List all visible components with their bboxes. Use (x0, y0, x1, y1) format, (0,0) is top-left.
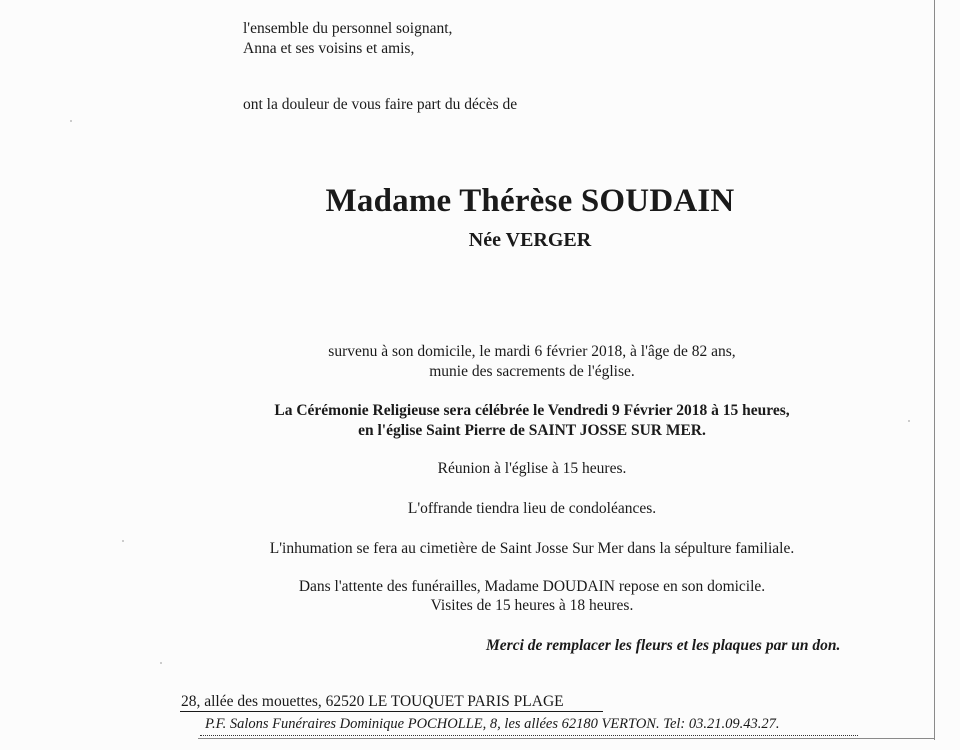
burial-note: L'inhumation se fera au cimetière de Saint Josse Sur Mer dans la sépulture familiale. (269, 540, 795, 557)
header-line-2: Anna et ses voisins et amis, (243, 40, 415, 57)
death-details-line-1: survenu à son domicile, le mardi 6 février 2018, à l'âge de 82 ans, (328, 343, 736, 360)
maiden-name: Née VERGER (468, 229, 592, 251)
header-line-1: l'ensemble du personnel soignant, (243, 20, 453, 37)
address-underline (180, 711, 603, 712)
scan-speck (160, 662, 162, 664)
rest-line-2: Visites de 15 heures à 18 heures. (430, 597, 634, 614)
funeral-home-info: P.F. Salons Funéraires Dominique POCHOLLE, 8, les allées 62180 VERTON. Tel: 03.21.09.43.27. (205, 716, 780, 732)
ceremony-line-1: La Cérémonie Religieuse sera célébrée le Vendredi 9 Février 2018 à 15 heures, (274, 402, 790, 419)
church-meeting: Réunion à l'église à 15 heures. (437, 460, 627, 477)
rest-line-1: Dans l'attente des funérailles, Madame DOUDAIN repose en son domicile. (298, 578, 766, 595)
ceremony-line-2: en l'église Saint Pierre de SAINT JOSSE SUR MER. (358, 422, 706, 439)
scan-speck (70, 120, 72, 122)
scan-speck (122, 540, 124, 542)
deceased-name: Madame Thérèse SOUDAIN (325, 183, 735, 219)
scan-speck (908, 420, 910, 422)
page-border-bottom (198, 738, 935, 739)
offering-note: L'offrande tiendra lieu de condoléances. (407, 500, 657, 517)
funeral-home-underline (200, 735, 858, 736)
announcement-intro: ont la douleur de vous faire part du décès de (243, 96, 518, 113)
death-details-line-2: munie des sacrements de l'église. (429, 363, 635, 380)
flowers-note: Merci de remplacer les fleurs et les plaques par un don. (486, 637, 841, 654)
family-address: 28, allée des mouettes, 62520 LE TOUQUET PARIS PLAGE (181, 693, 564, 710)
